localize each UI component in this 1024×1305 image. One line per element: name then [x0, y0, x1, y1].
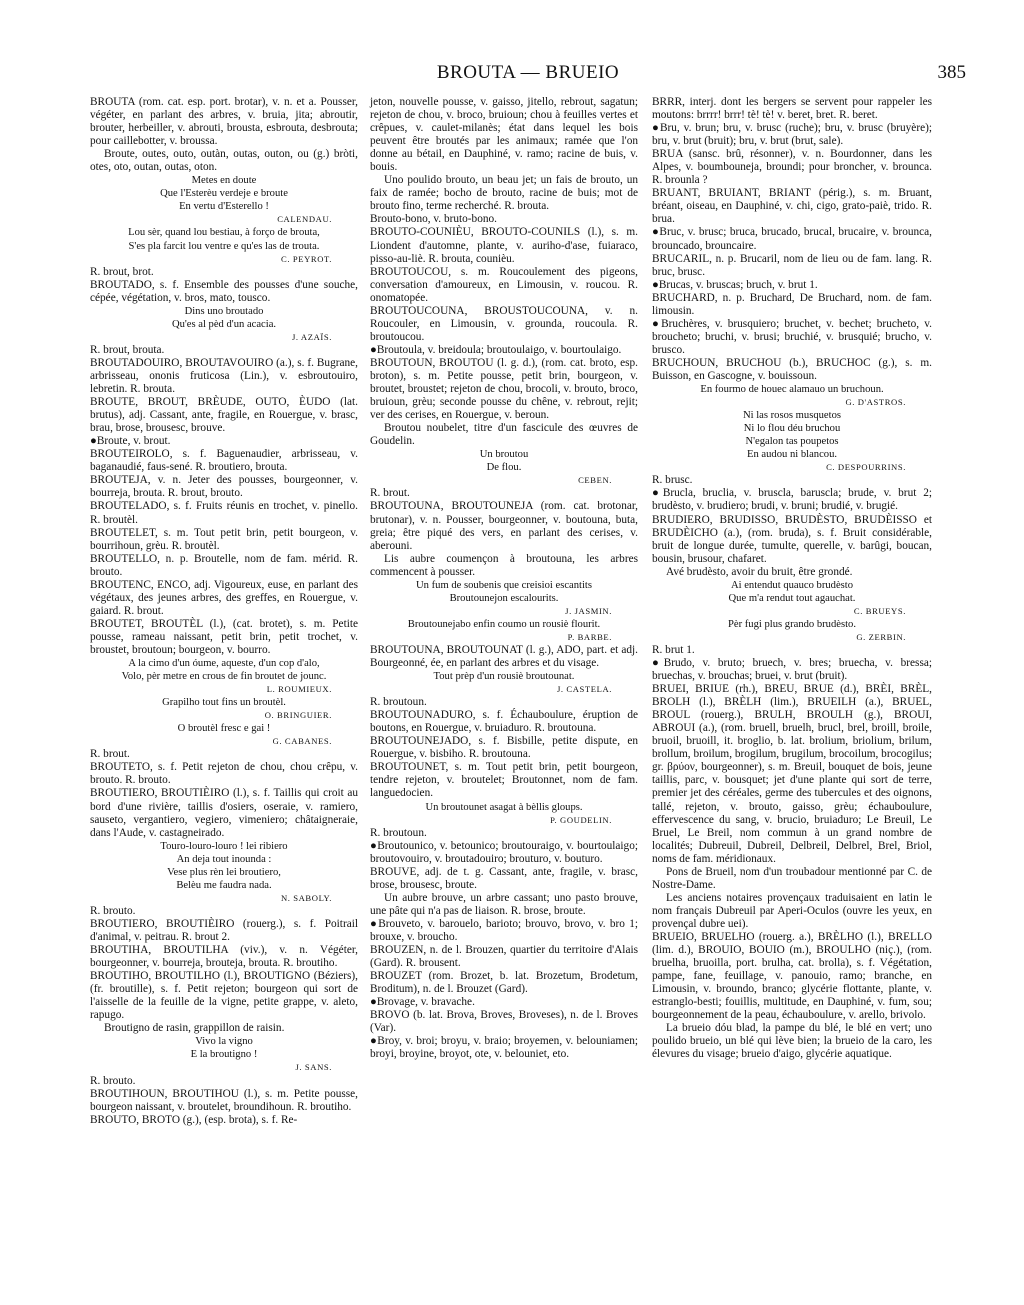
citation-author: P. BARBE.: [567, 631, 612, 642]
dictionary-entry: R. brout, brot.: [90, 265, 154, 278]
dictionary-entry: ●Brucla, bruclia, v. bruscla, baruscla; brude, v. brut 2; brudèsto, v. brudiero; brudi, v. bruni; brudié, v. brugié.: [652, 487, 932, 513]
citation-line: Un fum de soubenis que creisioi escantits: [416, 579, 592, 591]
dictionary-entry: Brouto-bono, v. bruto-bono.: [370, 213, 497, 226]
dictionary-entry: R. brout.: [370, 487, 410, 500]
citation-line: Un broutou: [479, 449, 529, 461]
citation-author: G. D'ASTROS.: [845, 397, 906, 408]
dictionary-entry: BROUTE, BROUT, BRÈUDE, OUTO, ÈUDO (lat. brutus), adj. Cassant, ante, fragile, en Rouergue, v. brasc, brau, brose, brousesc, brouve.: [90, 396, 358, 435]
citation-line: En audou ni blancou.: [746, 449, 838, 461]
dictionary-entry: BRUCARIL, n. p. Brucaril, nom de lieu ou de fam. lang. R. bruc, brusc.: [652, 252, 932, 278]
dictionary-entry: BROUTOUCOUNA, BROUSTOUCOUNA, v. n. Roucouler, en Limousin, v. grounda, roucoula. R. broutoucou.: [370, 304, 638, 343]
example-paragraph: Broute, outes, outo, outàn, outas, outon, ou (g.) bròti, otes, oto, outan, outas, oton.: [90, 148, 358, 174]
dictionary-entry: ●Brucas, v. bruscas; bruch, v. brut 1.: [652, 278, 818, 291]
dictionary-entry: BROUTA (rom. cat. esp. port. brotar), v. n. et a. Pousser, végéter, en parlant des arbres, v. bruia, jita; abroutir, brouter, herbeiller, v. abrouti, brousta, esbrouta, desbrouta; pour caillebotter, v. broussa.: [90, 96, 358, 148]
example-paragraph: Avé brudèsto, avoir du bruit, être grondé.: [666, 565, 853, 578]
citation-author: J. CASTELA.: [556, 684, 612, 695]
dictionary-entry: R. brout, brouta.: [90, 343, 165, 356]
dictionary-entry: BROUTELLO, n. p. Broutelle, nom de fam. mérid. R. brouto.: [90, 552, 358, 578]
citation-line: Un broutounet asagat à bèllis gloups.: [425, 801, 583, 813]
citation-line: Ai entendut quauco brudèsto: [730, 579, 854, 591]
dictionary-entry: ●Broy, v. broi; broyu, v. braio; broyemen, v. belouniamen; broyi, broyine, broyot, ote, v. belouniet, eto.: [370, 1035, 638, 1061]
dictionary-entry: R. brusc.: [652, 474, 693, 487]
example-paragraph: La brueio dóu blad, la pampe du blé, le blé en vert; uno poulido brueio, un blé qui lève bien; la brueio de la caro, les élevures du visage; brueio d'aigo, glycérie aquatique.: [652, 1022, 932, 1061]
dictionary-entry: BROUTOUNET, s. m. Tout petit brin, petit bourgeon, tendre rejeton, v. broutelet; Broutonnet, nom de fam. languedocien.: [370, 761, 638, 800]
example-paragraph: Les anciens notaires provençaux traduisaient en latin le nom français Dubreuil par Aperi-Oculos (ouvre les yeux, en provençal dubre uei).: [652, 891, 932, 930]
citation-author: C. BRUEYS.: [853, 605, 906, 616]
dictionary-entry: R. brouto.: [90, 904, 136, 917]
dictionary-entry: BROUTELET, s. m. Tout petit brin, petit bourgeon, v. bourrihoun, grèu. R. broutèl.: [90, 526, 358, 552]
dictionary-entry: BRUA (sansc. brû, résonner), v. n. Bourdonner, dans les Alpes, v. boumbouneja, broundi; pour broncher, v. brounca. R. brounla ?: [652, 148, 932, 187]
dictionary-entry: BRUDIERO, BRUDISSO, BRUDÈSTO, BRUDÈISSO et BRUDÈICHO (a.), (rom. bruda), s. f. Bruit considérable, bruit de longue durée, tumulte, querelle, v. barûgi, boucan, bousin, brusour, chafaret.: [652, 513, 932, 565]
middle-column: [370, 96, 638, 1061]
citation-line: Touro-louro-louro ! lei ribiero: [160, 840, 288, 852]
dictionary-entry: BROUTIHOUN, BROUTIHOU (l.), s. m. Petite pousse, bourgeon naissant, v. broutelet, broundihoun. R. broutiho.: [90, 1087, 358, 1113]
citation-author: CEBEN.: [578, 475, 612, 486]
citation-line: A la cimo d'un óume, aqueste, d'un cop d'alo,: [128, 658, 320, 670]
dictionary-entry: BRUANT, BRUIANT, BRIANT (périg.), s. m. Bruant, bréant, oiseau, en Dauphiné, v. chi, cigo, grato-paiè, trido. R. brua.: [652, 187, 932, 226]
citation-line: Grapilho tout fins un broutèl.: [162, 697, 286, 709]
dictionary-entry: R. brut 1.: [652, 643, 695, 656]
example-paragraph: Lis aubre coumençon à broutouna, les arbres commencent à pousser.: [370, 552, 638, 578]
example-paragraph: Broutigno de rasin, grappillon de raisin.: [104, 1022, 285, 1035]
dictionary-entry: BROUTOUNA, BROUTOUNAT (l. g.), ADO, part. et adj. Bourgeonné, ée, en parlant des arbres et du visage.: [370, 643, 638, 670]
citation-line: Ni lo flou déu bruchou: [743, 423, 841, 435]
dictionary-entry: ●Brudo, v. bruto; bruech, v. bres; bruecha, v. bressa; bruechas, v. brouchas; bruei, v. brut (bruit).: [652, 657, 932, 683]
dictionary-entry: ●Broute, v. brout.: [90, 435, 171, 448]
dictionary-entry: BROUTO, BROTO (g.), (esp. brota), s. f. Re-: [90, 1113, 298, 1126]
dictionary-entry: BROUTEJA, v. n. Jeter des pousses, bourgeonner, v. bourreja, brouta. R. brout, brouto.: [90, 474, 358, 500]
dictionary-entry: BROUTIHO, BROUTILHO (l.), BROUTIGNO (Béziers), (fr. broutille), s. f. Petit rejeton; bourgeon qui sort de l'aisselle de la feuille de la vigne, petite grappe, v. aleto, rapugo.: [90, 970, 358, 1022]
dictionary-entry: BRUCHOUN, BRUCHOU (b.), BRUCHOC (g.), s. m. Buisson, en Gascogne, v. bouissoun.: [652, 356, 932, 382]
citation-line: Que l'Esterèu verdeje e broute: [160, 188, 288, 200]
citation-line: E la broutigno !: [190, 1049, 258, 1061]
citation-line: Vese plus rèn lei broutiero,: [167, 866, 281, 878]
citation-author: P. GOUDELIN.: [550, 814, 612, 825]
dictionary-entry: BROUTIHA, BROUTILHA (viv.), v. n. Végéter, bourgeonner, v. bourreja, brouteja, brouta. R. broutiho.: [90, 944, 358, 970]
dictionary-entry: BROUTOUNEJADO, s. f. Bisbille, petite dispute, en Rouergue, v. bisbiho. R. broutouna.: [370, 735, 638, 761]
citation-author: O. BRINGUIER.: [264, 710, 332, 721]
citation-line: Lou sèr, quand lou bestiau, à forço de brouta,: [128, 227, 320, 239]
dictionary-entry: BROUTOUCOU, s. m. Roucoulement des pigeons, conversation d'amoureux, en Limousin, v. roucou. R. onomatopée.: [370, 265, 638, 304]
citation-line: Metes en doute: [191, 175, 257, 187]
dictionary-entry: BROUTIERO, BROUTIÈIRO (rouerg.), s. f. Poitrail d'animal, v. peitrau. R. brout 2.: [90, 917, 358, 943]
dictionary-entry: R. brout.: [90, 748, 130, 761]
dictionary-entry: ●Broutounico, v. betounico; broutouraigo, v. bourtoulaigo; broutovouiro, v. broutadouiro; brouturo, v. bouturo.: [370, 839, 638, 865]
dictionary-entry: BROUTOUNA, BROUTOUNEJA (rom. cat. brotonar, brutonar), v. n. Pousser, bourgeonner, v. boutouna, buta, greia; être piqué des vers, en parlant des cerises, v. aberouni.: [370, 500, 638, 552]
citation-line: Qu'es al pèd d'un acacia.: [171, 318, 277, 330]
dictionary-entry: ●Broutoula, v. breidoula; broutoulaigo, v. bourtoulaigo.: [370, 343, 622, 356]
dictionary-entry: ●Brouveto, v. barouelo, barioto; brouvo, brovo, v. bro 1; brouxe, v. broucho.: [370, 917, 638, 943]
citation-author: J. SANS.: [295, 1062, 332, 1073]
right-column: [652, 96, 932, 1061]
citation-line: Broutounejabo enfin coumo un rousiè flourit.: [407, 618, 601, 630]
citation-line: N'egalon tas poupetos: [745, 436, 839, 448]
citation-author: N. SABOLY.: [280, 892, 332, 903]
dictionary-entry: BROUTO-COUNIÈU, BROUTO-COUNILS (l.), s. m. Liondent d'automne, plante, v. auriho-d'ase, fuiaraco, pisso-au-liè. R. brouta, counièu.: [370, 226, 638, 265]
citation-line: Broutounejon escalourits.: [449, 592, 559, 604]
citation-line: O broutèl fresc e gai !: [177, 723, 271, 735]
citation-line: Tout prèp d'un rousiè broutounat.: [433, 671, 575, 683]
citation-line: En fourmo de houec alamauo un bruchoun.: [700, 384, 884, 396]
dictionary-entry: BROUTET, BROUTÈL (l.), (cat. brotet), s. m. Petite pousse, rameau naissant, petit brin, petit trochet, v. broustet, broutoun; bourgeon, v. bourro.: [90, 617, 358, 656]
dictionary-entry: R. broutoun.: [370, 826, 427, 839]
dictionary-entry: BROUTADOUIRO, BROUTAVOUIRO (a.), s. f. Bugrane, arbrisseau, ononis fruticosa (Lin.), v. esbroutouiro, lebretin. R. brouta.: [90, 356, 358, 396]
dictionary-entry: BROUTETO, s. f. Petit rejeton de chou, chou crêpu, v. brouto. R. brouto.: [90, 761, 358, 787]
dictionary-entry: ●Brovage, v. bravache.: [370, 996, 475, 1009]
dictionary-entry: BROVO (b. lat. Brova, Broves, Broveses), n. de l. Broves (Var).: [370, 1009, 638, 1035]
page-number: 385: [937, 62, 966, 83]
citation-author: G. ZERBIN.: [856, 631, 906, 642]
citation-line: Dins uno broutado: [184, 305, 264, 317]
dictionary-entry: R. broutoun.: [370, 696, 427, 709]
running-title: BROUTA — BRUEIO: [436, 62, 620, 83]
dictionary-entry: BROUTADO, s. f. Ensemble des pousses d'une souche, cépée, végétation, v. bros, mato, tousco.: [90, 278, 358, 304]
dictionary-entry: R. brouto.: [90, 1074, 136, 1087]
citation-line: Ni las rosos musquetos: [743, 410, 841, 422]
citation-line: Que m'a rendut tout agauchat.: [728, 592, 856, 604]
citation-author: J. JASMIN.: [565, 605, 612, 616]
dictionary-entry: BROUTENC, ENCO, adj. Vigoureux, euse, en parlant des végétaux, des jeunes arbres, des greffes, en Rouergue, v. gaiard. R. brout.: [90, 578, 358, 617]
citation-line: Belèu me faudra nada.: [176, 879, 272, 891]
dictionary-entry: BRUEI, BRIUE (rh.), BREU, BRUE (d.), BRÈI, BRÈL, BROLH (l.), BRÈLH (lim.), BRUEILH (a.), BRUEL, BROUL (rouerg.), BRULH, BROULH (g.), BROUI, ABROUI (a.), (rom. bruell, bruelh, brucl, brel, broill, broile, bruoil, bruoill, it. broglio, b. lat. brolium, briolium, brilum, brollum, broilum, brogilum, brugilum, brocoilum, brocogilus; gr. βρύον, bourgeonner), s. m. Breuil, bouquet de bois, jeune taillis, parc, v. bousquet; jet d'une plante qui sort de terre, premier jet des céréales, germe des tubercules et des oignons, tallé, rejeton, v. brouto, gaisso, grèu; échauboulure, effervescence du sang, v. brucio, bruiaduro; Le Breuil, Le Bruel, Le Breil, nom commun à un grand nombre de localités; Dubreuil, Dubreil, Delbreil, Delbrel, Brel, Briol, noms de fam. méridionaux.: [652, 683, 932, 865]
dictionary-entry: ●Bru, v. brun; bru, v. brusc (ruche); bru, v. brusc (bruyère); bru, v. brut (bruit); bru, v. brut (brut, sale).: [652, 122, 932, 148]
dictionary-entry: BRUCHARD, n. p. Bruchard, De Bruchard, nom. de fam. limousin.: [652, 291, 932, 317]
page-header: [90, 62, 966, 92]
example-paragraph: Pons de Brueil, nom d'un troubadour mentionné par C. de Nostre-Dame.: [652, 865, 932, 891]
dictionary-entry: ●Bruc, v. brusc; bruca, brucado, brucal, brucaire, v. brounca, brouncado, brouncaire.: [652, 226, 932, 252]
example-paragraph: Uno poulido brouto, un beau jet; un fais de brouto, un faix de ramée; bocho de brouto, racine de buis; mot de brouto fino, terme recherché. R. brouta.: [370, 174, 638, 213]
example-paragraph: Broutou noubelet, titre d'un fascicule des œuvres de Goudelin.: [370, 422, 638, 448]
left-column: [90, 96, 358, 1127]
citation-author: CALENDAU.: [277, 214, 332, 225]
dictionary-entry: BROUZET (rom. Brozet, b. lat. Brozetum, Brodetum, Broditum), n. de l. Brouzet (Gard).: [370, 970, 638, 996]
dictionary-entry: BRUEIO, BRUELHO (rouerg. a.), BRÈLHO (l.), BRELLO (lim. d.), BROUIO, BOUIO (m.), BROULHO (niç.), (rom. bruelha, bruoilla, port. brulha, cat. brolla), s. f. Végétation, pampe, fane, feuillage, v. panouio, ramo; branche, en Limousin, v. broundo, branco; glycérie flottante, plante, v. estranglo-besti; fouillis, multitude, en Dauphiné, v. fum, sou; bourgeonnement de la peau, échauboulure, v. arello, brivolo.: [652, 931, 932, 1022]
citation-line: S'es pla farcit lou ventre e qu'es las de trouta.: [128, 240, 320, 252]
dictionary-entry: BROUTEIROLO, s. f. Baguenaudier, arbrisseau, v. baganaudié, faus-sené. R. broutiero, brouta.: [90, 448, 358, 474]
citation-line: Vivo la vigno: [195, 1036, 253, 1048]
citation-author: C. DESPOURRINS.: [826, 462, 906, 473]
dictionary-entry: BROUZEN, n. de l. Brouzen, quartier du territoire d'Alais (Gard). R. brousent.: [370, 944, 638, 970]
citation-author: J. AZAÏS.: [291, 331, 332, 342]
citation-line: Volo, pèr metre en crous de fin broutet de jounc.: [121, 671, 327, 683]
citation-author: C. PEYROT.: [281, 253, 332, 264]
citation-line: Pèr fugi plus grando brudèsto.: [728, 618, 856, 630]
citation-author: L. ROUMIEUX.: [266, 684, 332, 695]
citation-line: An deja tout inounda :: [176, 853, 272, 865]
dictionary-entry: BROUTIERO, BROUTIÈIRO (l.), s. f. Taillis qui croit au bord d'une rivière, taillis d'osiers, oseraie, v. ramiero, sauseto, vergantiero, vegiero, vimeniero; châtaigneraie, dans l'Aude, v. castagneirado.: [90, 787, 358, 839]
citation-author: G. CABANES.: [272, 736, 332, 747]
example-paragraph: Un aubre brouve, un arbre cassant; uno pasto brouve, une pâte qui n'a pas de liaison. R. brose, broute.: [370, 891, 638, 917]
dictionary-entry: BRRR, interj. dont les bergers se servent pour rappeler les moutons: brrrr! brrr! tè! tè! v. beret, bret. R. beret.: [652, 96, 932, 122]
dictionary-entry: BROUTELADO, s. f. Fruits réunis en trochet, v. pinello. R. broutèl.: [90, 500, 358, 526]
dictionary-entry: ●Bruchères, v. brusquiero; bruchet, v. bechet; brucheto, v. broucheto; bruchi, v. brusi; bruchié, v. brusquié; brucho, v. brusco.: [652, 317, 932, 356]
dictionary-entry: jeton, nouvelle pousse, v. gaisso, jitello, rebrout, sagatun; rejeton de chou, v. broco, bruioun; chou à feuilles vertes et crêpues, v. caulet-milanès; état dans lequel les bois peuvent être broutés par les animaux; ramée que l'on donne au bétail, en Dauphiné, v. ramo; racine de buis, v. bouis.: [370, 96, 638, 174]
dictionary-entry: BROUVE, adj. de t. g. Cassant, ante, fragile, v. brasc, brose, brousesc, broute.: [370, 865, 638, 891]
dictionary-entry: BROUTOUNADURO, s. f. Échauboulure, éruption de boutons, en Rouergue, v. bruiaduro. R. broutouna.: [370, 709, 638, 735]
citation-line: De flou.: [486, 462, 522, 474]
citation-line: En vertu d'Esterello !: [179, 201, 269, 213]
dictionary-entry: BROUTOUN, BROUTOU (l. g. d.), (rom. cat. broto, esp. broton), s. m. Petite pousse, petit brin, bourgeon, v. broutet, broustet; rejeton de chou, brocoli, v. brouto, broco, bruioun, grèu; seconde pousse du chêne, v. rebrout, rejit; ver des cerises, en Rouergue, v. beroun.: [370, 356, 638, 422]
